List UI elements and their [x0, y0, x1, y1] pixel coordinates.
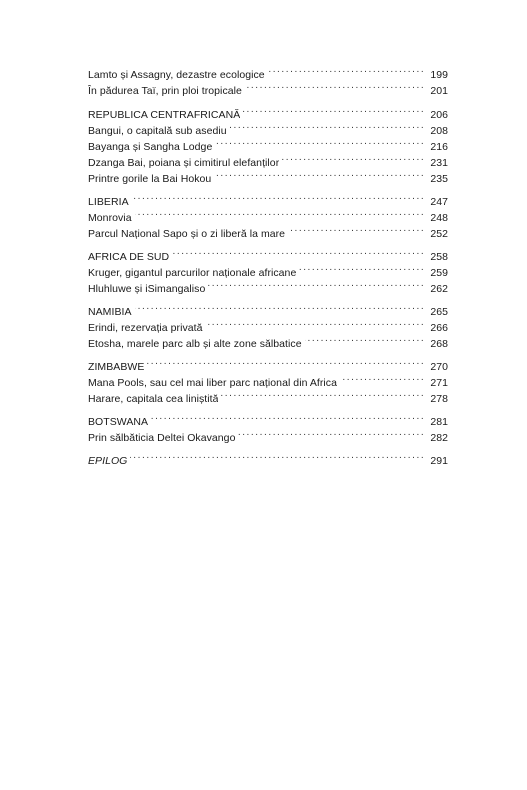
toc-entry-title: Bayanga și Sangha Lodge — [88, 141, 213, 153]
toc-entry-page-number: 281 — [430, 416, 448, 428]
dot-leader — [132, 189, 423, 205]
toc-section — [88, 102, 448, 185]
toc-entry-page-number: 247 — [430, 196, 448, 208]
toc-section — [88, 354, 448, 405]
toc-entry-title: Printre gorile la Bai Hokou — [88, 173, 212, 185]
toc-entry-page-number: 270 — [430, 361, 448, 373]
toc-entry-page-number: 291 — [430, 455, 448, 467]
toc-entry-page-number: 258 — [430, 251, 448, 263]
toc-section — [88, 409, 448, 444]
dot-leader — [221, 386, 423, 402]
toc-entry-title: ZIMBABWE — [88, 361, 145, 373]
dot-leader — [135, 299, 423, 315]
toc-entry — [88, 448, 448, 467]
toc-entry-title: REPUBLICA CENTRAFRICANĂ — [88, 109, 241, 121]
toc-entry-page-number: 201 — [430, 85, 448, 97]
toc-entry — [88, 62, 448, 81]
toc-entry-title: BOTSWANA — [88, 416, 149, 428]
dot-leader — [230, 118, 423, 134]
toc-entry-title: Monrovia — [88, 212, 132, 224]
dot-leader — [340, 370, 423, 386]
dot-leader — [172, 244, 423, 260]
dot-leader — [305, 331, 423, 347]
dot-leader — [214, 166, 423, 182]
toc-entry-title: Bangui, o capitală sub asediu — [88, 125, 227, 137]
toc-entry — [88, 354, 448, 373]
dot-leader — [206, 315, 423, 331]
dot-leader — [238, 425, 423, 441]
toc-entry-title: Lamto și Assagny, dezastre ecologice — [88, 69, 265, 81]
toc-entry-title: Parcul Național Sapo și o zi liberă la mare — [88, 228, 286, 240]
toc-entry-title: AFRICA DE SUD — [88, 251, 170, 263]
toc-entry-page-number: 282 — [430, 432, 448, 444]
dot-leader — [288, 221, 423, 237]
toc-section — [88, 189, 448, 240]
toc-entry — [88, 315, 448, 334]
toc-entry-page-number: 206 — [430, 109, 448, 121]
toc-entry-page-number: 262 — [430, 283, 448, 295]
dot-leader — [135, 205, 423, 221]
toc-entry-page-number: 278 — [430, 393, 448, 405]
toc-entry-title: Hluhluwe și iSimangaliso — [88, 283, 206, 295]
toc-entry-page-number: 208 — [430, 125, 448, 137]
toc-section — [88, 299, 448, 350]
toc-entry-page-number: 252 — [430, 228, 448, 240]
toc-entry-page-number: 235 — [430, 173, 448, 185]
toc-entry-page-number: 199 — [430, 69, 448, 81]
dot-leader — [282, 150, 423, 166]
dot-leader — [268, 62, 423, 78]
toc-entry-title: EPILOG — [88, 455, 128, 467]
toc-section — [88, 62, 448, 97]
dot-leader — [243, 102, 423, 118]
toc-entry-title: LIBERIA — [88, 196, 129, 208]
dot-leader — [215, 134, 423, 150]
toc-entry-page-number: 266 — [430, 322, 448, 334]
toc-entry-page-number: 271 — [430, 377, 448, 389]
dot-leader — [151, 409, 423, 425]
toc-entry-title: Kruger, gigantul parcurilor naționale africane — [88, 267, 297, 279]
toc-entry-title: Erindi, rezervația privată — [88, 322, 203, 334]
toc-entry — [88, 221, 448, 240]
toc-entry-title: Etosha, marele parc alb și alte zone sălbatice — [88, 338, 302, 350]
toc-entry — [88, 409, 448, 428]
dot-leader — [147, 354, 423, 370]
toc-entry — [88, 299, 448, 318]
toc-entry-page-number: 216 — [430, 141, 448, 153]
dot-leader — [245, 78, 423, 94]
toc-entry-title: Harare, capitala cea liniștită — [88, 393, 219, 405]
toc-entry-title: Mana Pools, sau cel mai liber parc național din Africa — [88, 377, 337, 389]
toc-entry-page-number: 248 — [430, 212, 448, 224]
toc-entry-title: Prin sălbăticia Deltei Okavango — [88, 432, 236, 444]
toc-entry — [88, 102, 448, 121]
toc-entry-title: În pădurea Taï, prin ploi tropicale — [88, 85, 242, 97]
toc-entry-page-number: 265 — [430, 306, 448, 318]
toc-entry — [88, 189, 448, 208]
toc-entry-page-number: 231 — [430, 157, 448, 169]
dot-leader — [130, 448, 423, 464]
toc-entry-title: Dzanga Bai, poiana și cimitirul elefanților — [88, 157, 280, 169]
toc-entry-page-number: 259 — [430, 267, 448, 279]
toc-entry-title: NAMIBIA — [88, 306, 132, 318]
toc-entry-page-number: 268 — [430, 338, 448, 350]
dot-leader — [208, 276, 423, 292]
table-of-contents — [88, 62, 448, 471]
toc-section — [88, 448, 448, 467]
dot-leader — [299, 260, 423, 276]
toc-section — [88, 244, 448, 295]
toc-entry — [88, 205, 448, 224]
toc-entry — [88, 244, 448, 263]
